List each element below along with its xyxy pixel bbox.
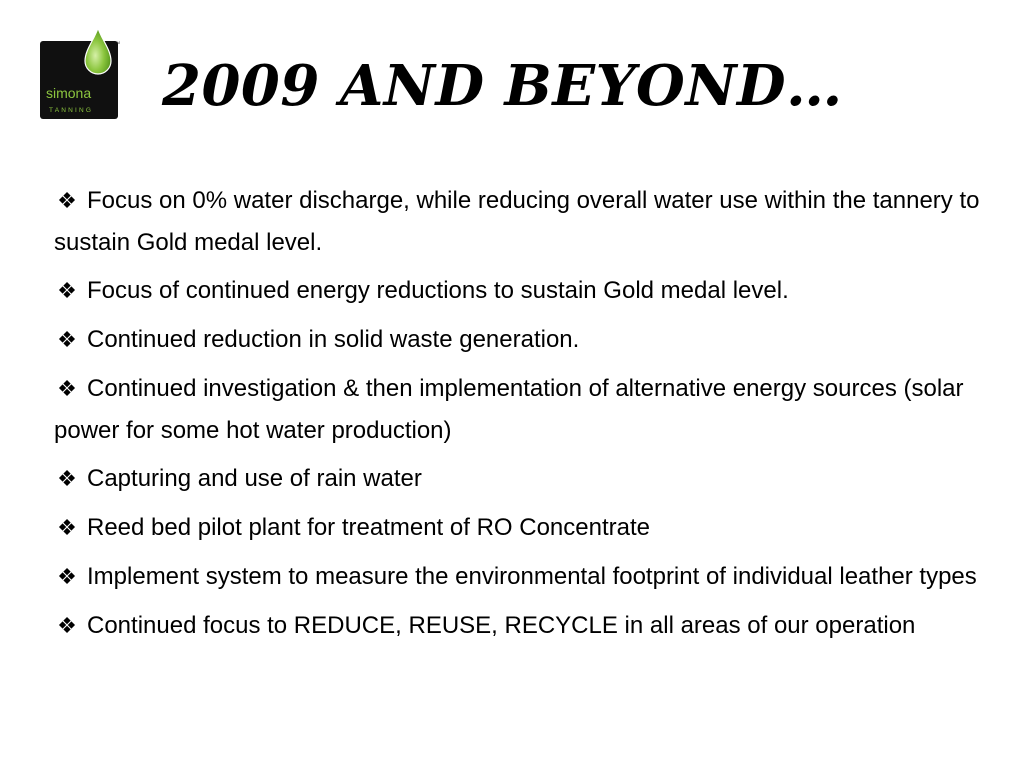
diamond-bullet-icon: ❖ — [57, 189, 77, 214]
diamond-bullet-icon: ❖ — [57, 377, 77, 402]
diamond-bullet-icon: ❖ — [57, 467, 77, 492]
bullet-list — [54, 180, 984, 654]
bullet-text: Continued investigation & then implementation of alternative energy sources (solar power for some hot water production) — [54, 375, 964, 444]
logo-tagline: TANNING — [49, 107, 94, 114]
diamond-bullet-icon: ❖ — [57, 328, 77, 353]
diamond-bullet-icon: ❖ — [57, 516, 77, 541]
bullet-text: Reed bed pilot plant for treatment of RO Concentrate — [87, 514, 650, 541]
bullet-text: Continued focus to REDUCE, REUSE, RECYCLE in all areas of our operation — [87, 612, 916, 639]
bullet-text: Capturing and use of rain water — [87, 465, 422, 492]
diamond-bullet-icon: ❖ — [57, 565, 77, 590]
slide-title: 2009 AND BEYOND… — [162, 53, 843, 119]
bullet-item — [54, 368, 984, 451]
bullet-item — [54, 270, 984, 312]
bullet-text: Implement system to measure the environmental footprint of individual leather types — [87, 563, 977, 590]
diamond-bullet-icon: ❖ — [57, 279, 77, 304]
bullet-item — [54, 605, 984, 647]
bullet-item — [54, 556, 984, 598]
bullet-text: Focus on 0% water discharge, while reducing overall water use within the tannery to sustain Gold medal level. — [54, 187, 980, 256]
water-drop-logo-icon — [40, 28, 118, 119]
trademark-mark: TM — [114, 40, 120, 45]
bullet-item — [54, 507, 984, 549]
bullet-text: Focus of continued energy reductions to sustain Gold medal level. — [87, 277, 789, 304]
bullet-text: Continued reduction in solid waste generation. — [87, 326, 580, 353]
simona-tanning-logo — [40, 28, 118, 119]
bullet-item — [54, 458, 984, 500]
bullet-item — [54, 180, 984, 263]
bullet-item — [54, 319, 984, 361]
diamond-bullet-icon: ❖ — [57, 614, 77, 639]
logo-name: simona — [46, 85, 92, 101]
